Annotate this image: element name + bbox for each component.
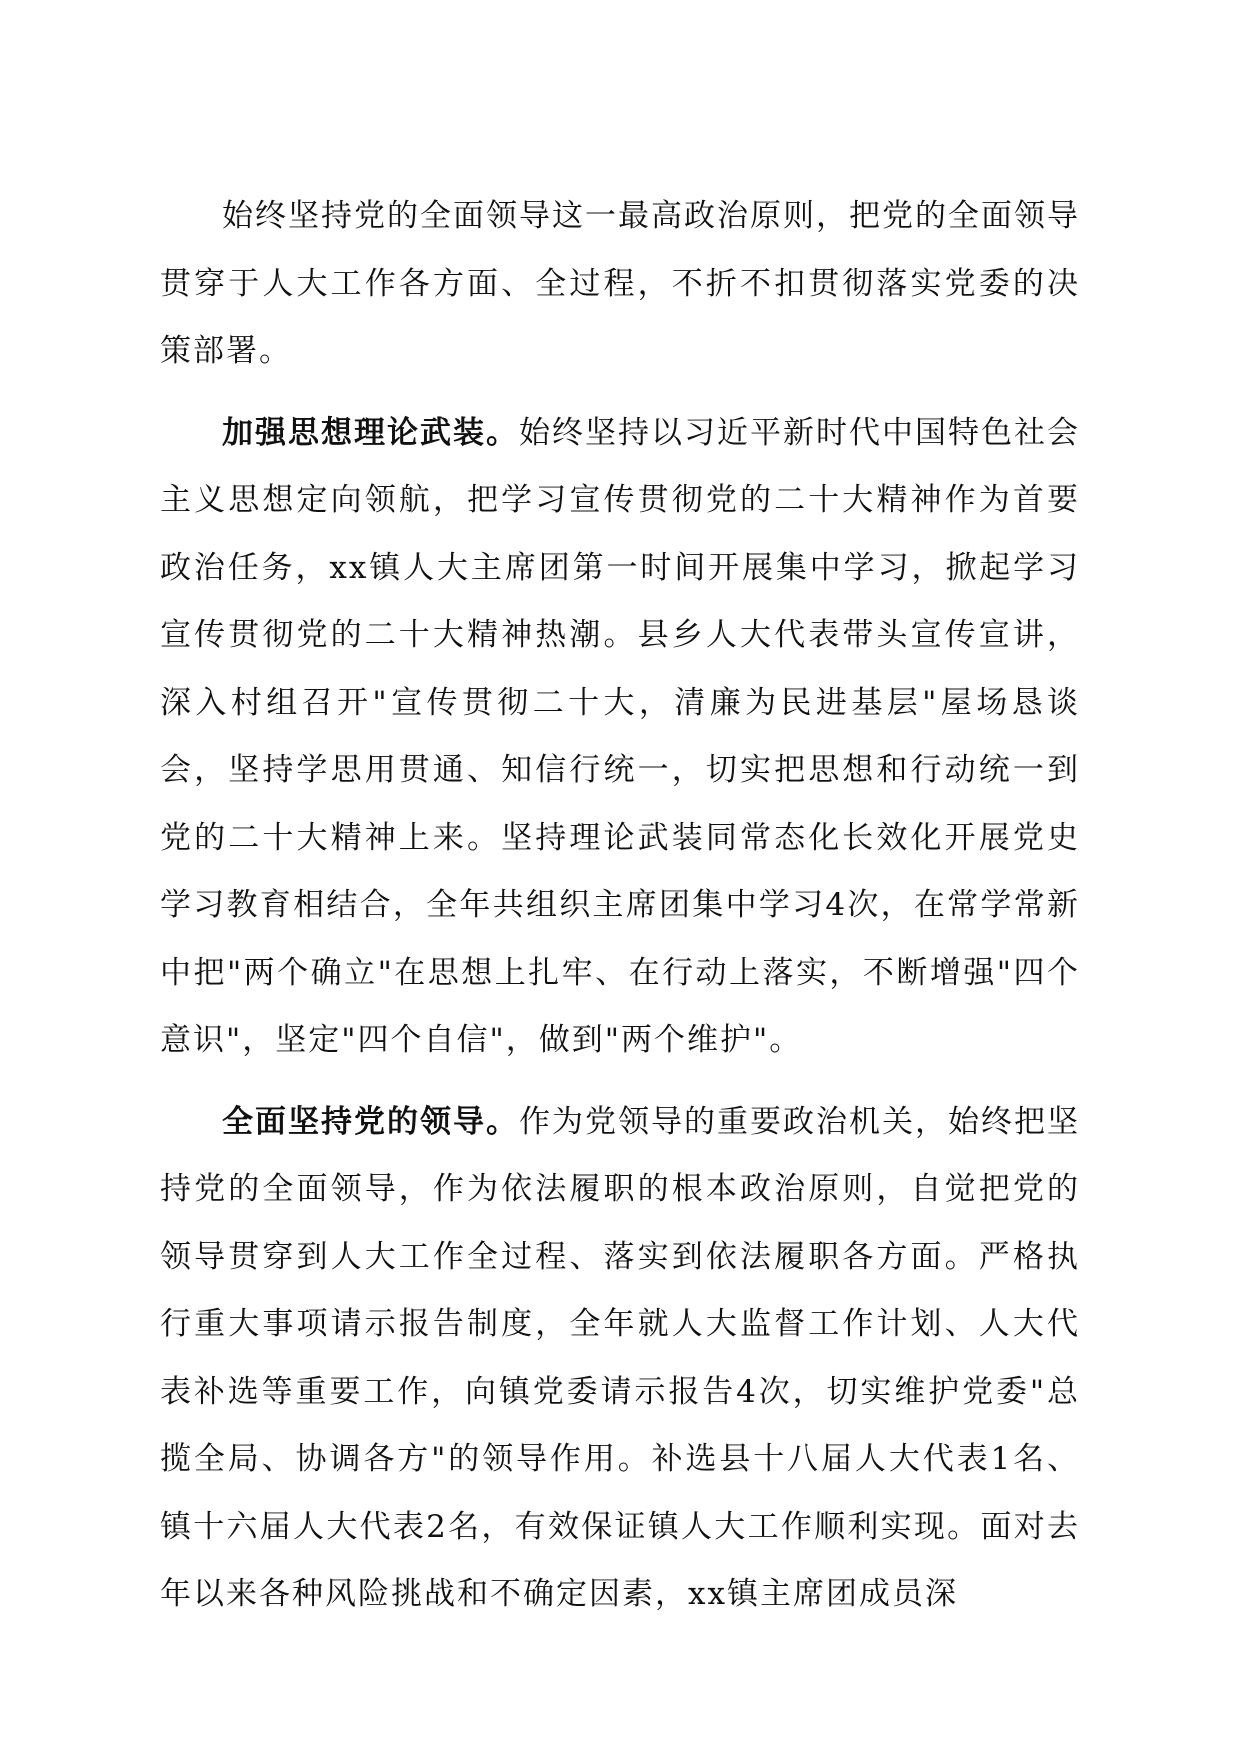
document-body — [160, 183, 1080, 1643]
paragraph-2 — [160, 400, 1080, 1075]
paragraph-1-text: 始终坚持党的全面领导这一最高政治原则，把党的全面领导贯穿于人大工作各方面、全过程，不折不扣贯彻落实党委的决策部署。 — [160, 198, 1080, 369]
paragraph-2-text: 始终坚持以习近平新时代中国特色社会主义思想定向领航，把学习宣传贯彻党的二十大精神作为首要政治任务，xx镇人大主席团第一时间开展集中学习，掀起学习宣传贯彻党的二十大精神热潮。县乡人大代表带头宣传宣讲，深入村组召开"宣传贯彻二十大，清廉为民进基层"屋场恳谈会，坚持学思用贯通、知信行统一，切实把思想和行动统一到党的二十大精神上来。坚持理论武装同常态化长效化开展党史学习教育相结合，全年共组织主席团集中学习4次，在常学常新中把"两个确立"在思想上扎牢、在行动上落实，不断增强"四个意识"，坚定"四个自信"，做到"两个维护"。 — [160, 414, 1080, 1058]
paragraph-3-lead: 全面坚持党的领导。 — [222, 1103, 519, 1140]
paragraph-3 — [160, 1089, 1080, 1629]
paragraph-2-lead: 加强思想理论武装。 — [222, 414, 519, 451]
paragraph-1 — [160, 183, 1080, 386]
paragraph-3-text: 作为党领导的重要政治机关，始终把坚持党的全面领导，作为依法履职的根本政治原则，自觉把党的领导贯穿到人大工作全过程、落实到依法履职各方面。严格执行重大事项请示报告制度，全年就人大监督工作计划、人大代表补选等重要工作，向镇党委请示报告4次，切实维护党委"总揽全局、协调各方"的领导作用。补选县十八届人大代表1名、镇十六届人大代表2名，有效保证镇人大工作顺利实现。面对去年以来各种风险挑战和不确定因素，xx镇主席团成员深 — [160, 1103, 1080, 1612]
